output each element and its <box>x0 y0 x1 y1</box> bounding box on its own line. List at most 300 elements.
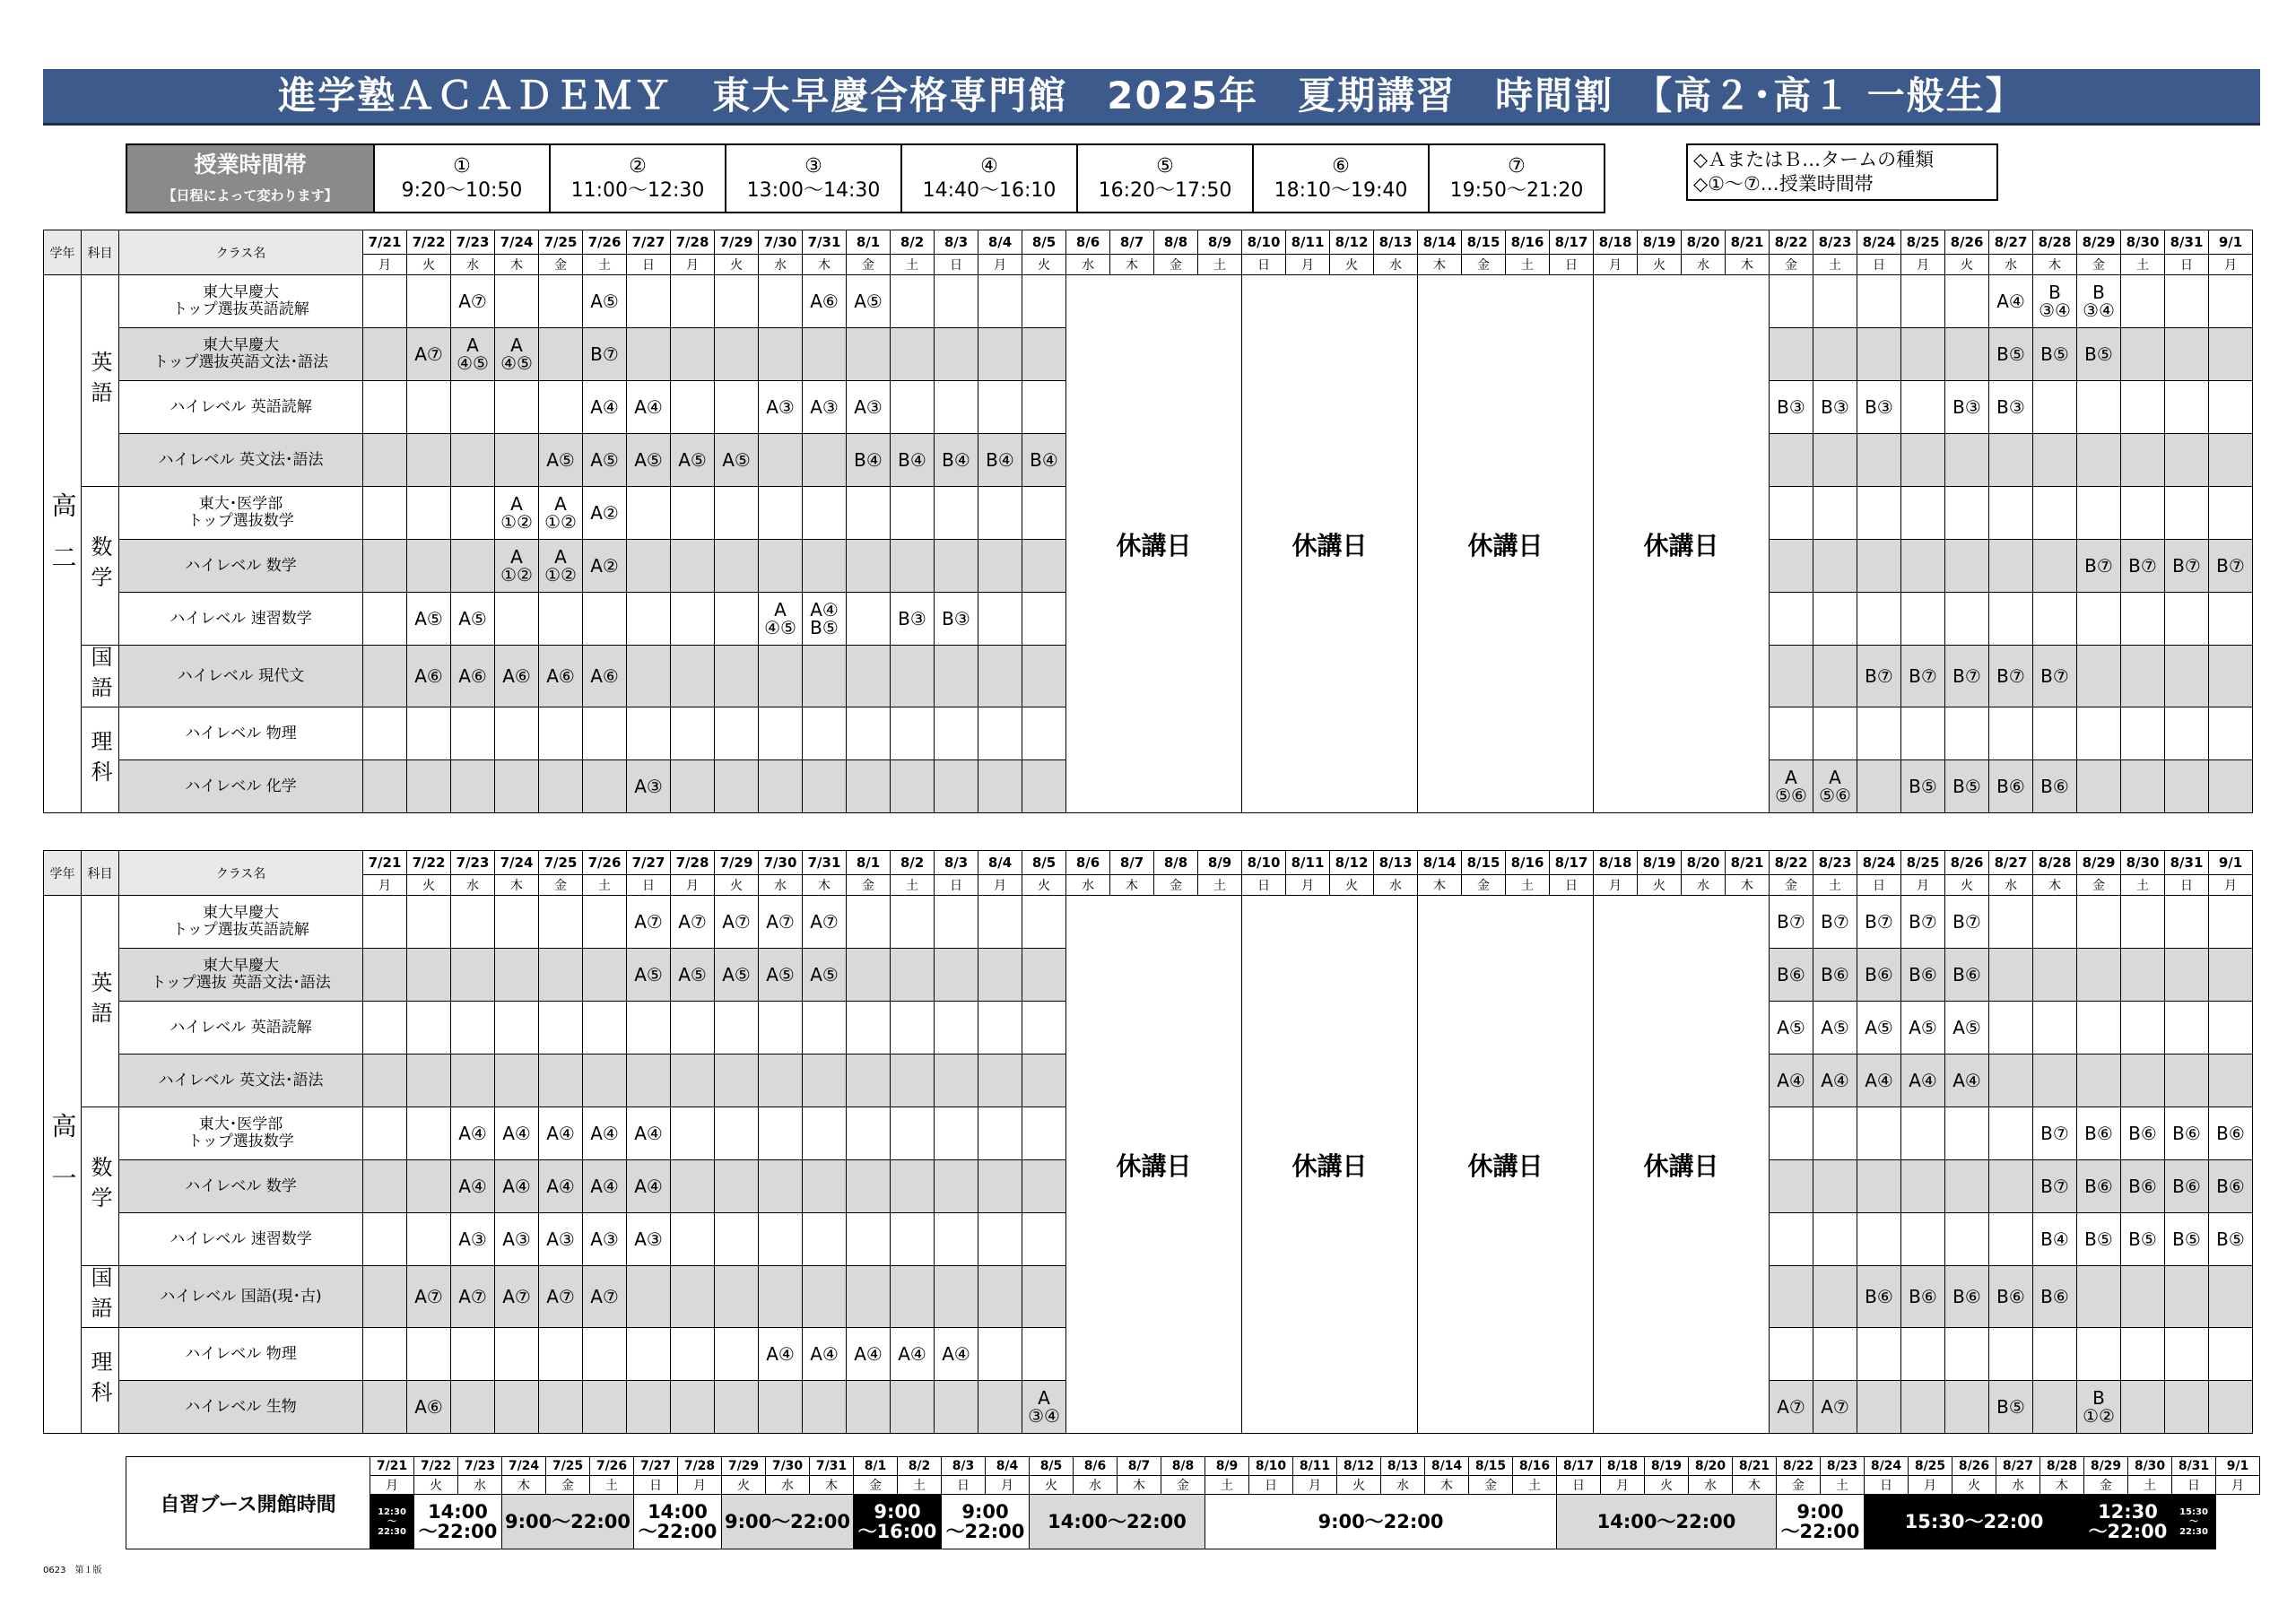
class-cell <box>407 487 451 540</box>
date-header: 8/23 <box>1813 230 1857 255</box>
date-header: 7/22 <box>407 851 451 875</box>
class-cell <box>978 1055 1022 1107</box>
date-header: 7/23 <box>458 1457 502 1476</box>
class-cell <box>2033 896 2077 949</box>
class-cell: A⑤ <box>1945 1002 1989 1055</box>
class-cell: A⑤ <box>583 434 627 487</box>
weekday-header: 土 <box>1198 875 1242 896</box>
class-cell <box>847 1002 891 1055</box>
date-header: 9/1 <box>2209 851 2253 875</box>
class-cell <box>1901 1381 1945 1434</box>
class-cell <box>2209 434 2253 487</box>
class-cell: B⑦ <box>1857 896 1901 949</box>
date-header: 7/30 <box>759 230 803 255</box>
slot-time: 19:50〜21:20 <box>1449 179 1584 202</box>
weekday-header: 火 <box>715 875 759 896</box>
date-header: 8/16 <box>1506 230 1550 255</box>
weekday-header: 金 <box>539 875 583 896</box>
class-cell <box>671 1213 715 1266</box>
class-cell: A④ <box>583 1160 627 1213</box>
weekday-header: 土 <box>2121 875 2165 896</box>
weekday-header: 火 <box>1022 255 1066 275</box>
booth-hours: 14:00〜22:00 <box>1557 1495 1777 1549</box>
class-header: クラス名 <box>119 851 363 896</box>
class-cell <box>2077 487 2121 540</box>
class-cell: B⑥ <box>2077 1107 2121 1160</box>
class-cell <box>2165 434 2209 487</box>
year-header: 学年 <box>44 230 82 275</box>
class-cell <box>715 275 759 328</box>
class-cell <box>1770 275 1813 328</box>
class-cell: B⑤ <box>1945 760 1989 813</box>
class-cell <box>363 1107 407 1160</box>
class-cell <box>2209 1055 2253 1107</box>
class-cell <box>2077 1055 2121 1107</box>
date-header: 8/7 <box>1110 851 1154 875</box>
class-cell <box>671 1328 715 1381</box>
class-cell <box>1857 487 1901 540</box>
class-name: ハイレベル 国語(現･古) <box>119 1266 363 1328</box>
weekday-header: 木 <box>502 1476 546 1495</box>
weekday-header: 火 <box>1952 1476 1996 1495</box>
class-cell <box>1945 707 1989 760</box>
weekday-header: 月 <box>1901 255 1945 275</box>
weekday-header: 金 <box>847 255 891 275</box>
weekday-header: 月 <box>1909 1476 1952 1495</box>
class-cell <box>1813 1107 1857 1160</box>
weekday-header: 日 <box>1857 255 1901 275</box>
weekday-header: 火 <box>715 255 759 275</box>
weekday-header: 木 <box>2033 875 2077 896</box>
class-cell <box>495 760 539 813</box>
class-cell <box>2121 760 2165 813</box>
weekday-header: 金 <box>1462 875 1506 896</box>
closed-days: 休講日 <box>1242 896 1418 1434</box>
class-cell <box>1022 1055 1066 1107</box>
class-cell <box>847 707 891 760</box>
class-cell <box>1857 434 1901 487</box>
class-cell: A⑤ <box>1857 1002 1901 1055</box>
booth-hours: 9:00〜22:00 <box>502 1495 634 1549</box>
class-cell <box>671 381 715 434</box>
legend-term: ◇ＡまたはＢ…タームの種類 <box>1693 149 1935 170</box>
time-slot-6 <box>1253 144 1429 213</box>
subject-header: 科目 <box>82 230 119 275</box>
class-cell <box>935 949 978 1002</box>
class-cell <box>1901 707 1945 760</box>
date-header: 7/29 <box>715 230 759 255</box>
weekday-header: 火 <box>407 255 451 275</box>
weekday-header: 日 <box>1865 1476 1909 1495</box>
class-cell <box>1857 1381 1901 1434</box>
class-cell <box>715 1055 759 1107</box>
class-cell: A④ <box>627 1160 671 1213</box>
class-cell: A⑦ <box>407 328 451 381</box>
class-cell: A⑦ <box>803 896 847 949</box>
class-cell <box>583 593 627 646</box>
weekday-header: 木 <box>810 1476 854 1495</box>
class-cell <box>363 1002 407 1055</box>
date-header: 8/22 <box>1770 230 1813 255</box>
class-cell <box>2077 1002 2121 1055</box>
weekday-header: 水 <box>1682 255 1726 275</box>
class-cell <box>1857 1328 1901 1381</box>
subject-header: 科目 <box>82 851 119 896</box>
date-header: 7/29 <box>722 1457 766 1476</box>
class-cell <box>759 760 803 813</box>
class-cell <box>803 540 847 593</box>
class-cell <box>1770 434 1813 487</box>
class-cell: A ④⑤ <box>451 328 495 381</box>
weekday-header: 土 <box>1813 875 1857 896</box>
weekday-header: 土 <box>583 255 627 275</box>
date-header: 8/5 <box>1022 230 1066 255</box>
class-cell: A④ <box>1770 1055 1813 1107</box>
class-cell: B⑥ <box>1770 949 1813 1002</box>
class-cell <box>451 760 495 813</box>
class-cell: B⑦ <box>1945 646 1989 707</box>
class-cell: A④ <box>495 1160 539 1213</box>
class-cell <box>2033 949 2077 1002</box>
date-header: 7/25 <box>539 230 583 255</box>
class-cell <box>1022 328 1066 381</box>
class-cell <box>978 593 1022 646</box>
class-cell <box>2033 381 2077 434</box>
weekday-header: 金 <box>1161 1476 1205 1495</box>
class-cell <box>715 328 759 381</box>
class-cell <box>715 1213 759 1266</box>
weekday-header: 木 <box>1726 875 1770 896</box>
date-header: 7/31 <box>803 851 847 875</box>
weekday-header: 水 <box>1996 1476 2040 1495</box>
class-cell: B⑤ <box>1989 1381 2033 1434</box>
class-cell <box>935 1107 978 1160</box>
class-cell: B⑦ <box>2209 540 2253 593</box>
class-cell <box>627 1002 671 1055</box>
weekday-header: 金 <box>1469 1476 1513 1495</box>
weekday-header: 月 <box>1901 875 1945 896</box>
weekday-header: 土 <box>1205 1476 1249 1495</box>
weekday-header: 水 <box>1989 255 2033 275</box>
class-cell <box>847 593 891 646</box>
closed-days: 休講日 <box>1242 275 1418 813</box>
date-header: 8/15 <box>1469 1457 1513 1476</box>
class-cell: B⑦ <box>1813 896 1857 949</box>
weekday-header: 金 <box>1462 255 1506 275</box>
class-cell <box>1770 1266 1813 1328</box>
class-cell: B④ <box>2033 1213 2077 1266</box>
class-cell <box>715 593 759 646</box>
class-cell <box>2121 487 2165 540</box>
class-cell <box>1901 434 1945 487</box>
date-header: 7/26 <box>583 230 627 255</box>
slot-number: ① <box>453 154 471 178</box>
class-cell <box>2121 1328 2165 1381</box>
class-cell <box>1022 487 1066 540</box>
date-header: 9/1 <box>2216 1457 2260 1476</box>
class-cell <box>715 1107 759 1160</box>
class-cell: A⑤ <box>407 593 451 646</box>
class-cell <box>627 1328 671 1381</box>
class-cell <box>2121 1381 2165 1434</box>
class-cell: A⑤ <box>627 949 671 1002</box>
booth-hours: 9:00 〜22:00 <box>1777 1495 1865 1549</box>
class-name: 東大早慶大 トップ選抜 英語文法･語法 <box>119 949 363 1002</box>
date-header: 7/26 <box>583 851 627 875</box>
class-cell <box>2121 593 2165 646</box>
table-row <box>44 896 2253 949</box>
date-header: 8/8 <box>1154 230 1198 255</box>
booth-hours: 15:30 〜 22:30 <box>2172 1495 2216 1549</box>
class-cell <box>715 646 759 707</box>
class-cell <box>2077 434 2121 487</box>
class-cell <box>978 896 1022 949</box>
class-cell <box>935 1266 978 1328</box>
class-cell: A③ <box>627 760 671 813</box>
grade-label: 高二 <box>44 275 82 813</box>
class-cell <box>363 1055 407 1107</box>
class-cell <box>1945 434 1989 487</box>
weekday-header: 木 <box>1110 875 1154 896</box>
class-cell: A⑦ <box>715 896 759 949</box>
class-cell <box>671 1055 715 1107</box>
class-cell <box>1770 328 1813 381</box>
class-cell <box>671 760 715 813</box>
class-cell <box>891 540 935 593</box>
class-cell <box>847 1160 891 1213</box>
class-cell <box>671 1160 715 1213</box>
class-cell <box>1770 540 1813 593</box>
class-cell <box>2033 540 2077 593</box>
page-title: 進学塾ＡＣＡＤＥＭＹ 東大早慶合格専門館 2025年 夏期講習 時間割 【高２･高１ 一般生】 <box>43 69 2260 126</box>
time-slot-1 <box>374 144 550 213</box>
class-cell <box>1989 949 2033 1002</box>
date-header: 8/22 <box>1777 1457 1821 1476</box>
weekday-header: 土 <box>1506 875 1550 896</box>
class-cell <box>978 1381 1022 1434</box>
class-cell <box>1022 593 1066 646</box>
class-cell <box>803 1213 847 1266</box>
class-cell <box>2165 487 2209 540</box>
class-cell <box>2121 434 2165 487</box>
weekday-header: 土 <box>1513 1476 1557 1495</box>
class-cell <box>2165 646 2209 707</box>
weekday-header: 日 <box>935 255 978 275</box>
class-cell <box>1989 434 2033 487</box>
weekday-header: 水 <box>1374 875 1418 896</box>
weekday-header: 金 <box>2077 875 2121 896</box>
class-cell: A④ B⑤ <box>803 593 847 646</box>
class-cell <box>891 646 935 707</box>
weekday-header: 日 <box>942 1476 986 1495</box>
subject-label: 理科 <box>82 1328 119 1434</box>
class-cell <box>1989 1002 2033 1055</box>
class-cell <box>583 1328 627 1381</box>
class-cell <box>2033 707 2077 760</box>
slot-number: ④ <box>980 154 998 178</box>
class-cell <box>1901 593 1945 646</box>
class-cell <box>715 707 759 760</box>
date-header: 8/16 <box>1513 1457 1557 1476</box>
class-cell <box>671 1381 715 1434</box>
class-cell <box>1813 593 1857 646</box>
date-header: 8/27 <box>1989 230 2033 255</box>
class-cell <box>847 896 891 949</box>
class-cell <box>891 1055 935 1107</box>
class-cell <box>759 1213 803 1266</box>
class-cell <box>627 487 671 540</box>
class-cell <box>539 1381 583 1434</box>
class-cell: B⑥ <box>2165 1107 2209 1160</box>
class-cell <box>1813 540 1857 593</box>
date-header: 8/19 <box>1645 1457 1689 1476</box>
class-cell <box>451 1328 495 1381</box>
class-cell: B⑥ <box>2209 1107 2253 1160</box>
class-cell <box>759 1002 803 1055</box>
class-cell: B⑦ <box>583 328 627 381</box>
date-header: 8/30 <box>2128 1457 2172 1476</box>
class-cell: A② <box>583 540 627 593</box>
weekday-header: 月 <box>2209 255 2253 275</box>
class-cell <box>2121 275 2165 328</box>
class-cell: A⑤ <box>627 434 671 487</box>
date-header: 8/3 <box>935 230 978 255</box>
class-cell: B⑦ <box>1857 646 1901 707</box>
class-cell: A⑦ <box>1770 1381 1813 1434</box>
weekday-header: 水 <box>759 255 803 275</box>
class-cell: B⑦ <box>2033 1107 2077 1160</box>
class-cell <box>1945 1381 1989 1434</box>
class-cell <box>935 1213 978 1266</box>
weekday-header: 日 <box>2172 1476 2216 1495</box>
class-name: 東大早慶大 トップ選抜英語文法･語法 <box>119 328 363 381</box>
closed-days: 休講日 <box>1066 275 1242 813</box>
class-cell <box>847 1381 891 1434</box>
date-header: 8/21 <box>1726 851 1770 875</box>
date-header: 8/18 <box>1594 230 1638 255</box>
class-cell <box>891 1266 935 1328</box>
class-cell <box>935 1381 978 1434</box>
class-cell <box>363 1381 407 1434</box>
weekday-header: 金 <box>1770 255 1813 275</box>
class-cell <box>2209 949 2253 1002</box>
class-cell <box>759 328 803 381</box>
class-cell <box>803 1160 847 1213</box>
class-cell <box>715 487 759 540</box>
date-header: 8/22 <box>1770 851 1813 875</box>
class-cell <box>1022 1213 1066 1266</box>
class-cell <box>759 275 803 328</box>
class-cell <box>1813 434 1857 487</box>
date-header: 7/24 <box>502 1457 546 1476</box>
date-header: 7/25 <box>539 851 583 875</box>
class-cell <box>1813 275 1857 328</box>
slot-time: 16:20〜17:50 <box>1098 179 1232 202</box>
class-cell <box>2209 646 2253 707</box>
class-cell <box>1857 707 1901 760</box>
weekday-header: 火 <box>1337 1476 1381 1495</box>
class-cell: A ①② <box>539 487 583 540</box>
booth-hours: 14:00 〜22:00 <box>634 1495 722 1549</box>
class-cell: A⑥ <box>407 1381 451 1434</box>
date-header: 8/19 <box>1638 230 1682 255</box>
class-cell <box>1901 328 1945 381</box>
class-cell <box>715 540 759 593</box>
class-cell <box>495 896 539 949</box>
date-header: 8/12 <box>1330 851 1374 875</box>
class-cell <box>539 760 583 813</box>
slot-time: 9:20〜10:50 <box>401 179 523 202</box>
class-cell <box>363 707 407 760</box>
class-cell: B⑤ <box>1901 760 1945 813</box>
class-cell <box>935 487 978 540</box>
version-note: 0623 第１版 <box>43 1566 102 1575</box>
class-name: ハイレベル 現代文 <box>119 646 363 707</box>
date-header: 8/25 <box>1901 851 1945 875</box>
class-cell <box>2209 381 2253 434</box>
weekday-header: 金 <box>1777 1476 1821 1495</box>
legend-box <box>1686 143 1998 201</box>
class-cell <box>1022 760 1066 813</box>
weekday-header: 木 <box>803 875 847 896</box>
date-header: 8/29 <box>2084 1457 2128 1476</box>
class-cell <box>495 593 539 646</box>
weekday-header: 水 <box>451 255 495 275</box>
class-cell <box>539 1055 583 1107</box>
weekday-header: 木 <box>1418 875 1462 896</box>
class-cell <box>407 1107 451 1160</box>
date-header: 8/1 <box>847 851 891 875</box>
class-cell <box>2121 1055 2165 1107</box>
class-cell <box>539 1328 583 1381</box>
class-cell: B④ <box>1022 434 1066 487</box>
date-header: 8/9 <box>1198 230 1242 255</box>
class-cell <box>759 434 803 487</box>
closed-days: 休講日 <box>1594 896 1770 1434</box>
class-cell: A④ <box>1945 1055 1989 1107</box>
class-cell <box>978 275 1022 328</box>
class-cell: B⑦ <box>1989 646 2033 707</box>
weekday-header: 火 <box>1945 875 1989 896</box>
class-cell <box>1945 1107 1989 1160</box>
class-cell: A③ <box>583 1213 627 1266</box>
class-cell <box>1022 275 1066 328</box>
weekday-header: 水 <box>1374 255 1418 275</box>
date-header: 8/29 <box>2077 230 2121 255</box>
class-cell <box>978 1107 1022 1160</box>
booth-hours: 14:00 〜22:00 <box>414 1495 502 1549</box>
grade-label: 高一 <box>44 896 82 1434</box>
class-cell <box>407 381 451 434</box>
class-cell: A④ <box>847 1328 891 1381</box>
weekday-header: 金 <box>1770 875 1813 896</box>
class-cell <box>1945 328 1989 381</box>
weekday-header: 金 <box>1154 255 1198 275</box>
class-cell <box>451 1381 495 1434</box>
subject-label: 理科 <box>82 707 119 813</box>
weekday-header: 火 <box>1645 1476 1689 1495</box>
weekday-header: 土 <box>898 1476 942 1495</box>
class-cell: A④ <box>539 1160 583 1213</box>
class-cell <box>671 275 715 328</box>
class-cell <box>1813 646 1857 707</box>
class-cell <box>1945 1213 1989 1266</box>
subject-label: 国語 <box>82 646 119 707</box>
weekday-header: 水 <box>759 875 803 896</box>
date-header: 7/27 <box>634 1457 678 1476</box>
date-header: 8/26 <box>1952 1457 1996 1476</box>
class-cell <box>935 1160 978 1213</box>
